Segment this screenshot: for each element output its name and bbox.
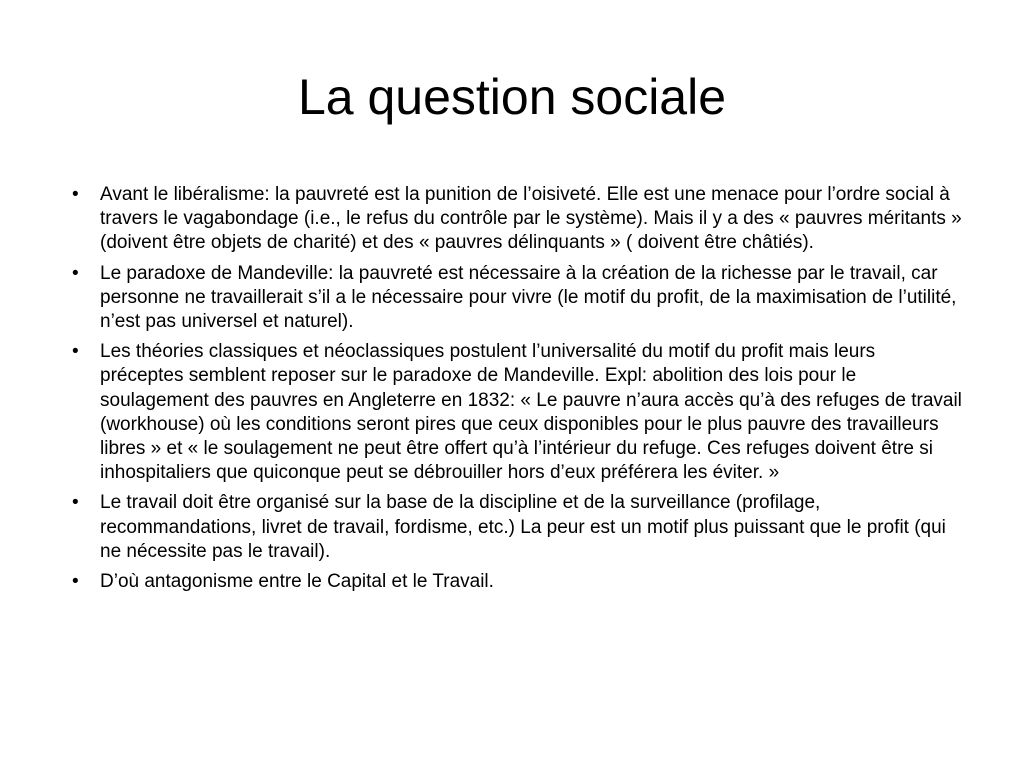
bullet-text: Le travail doit être organisé sur la base de la discipline et de la surveillance (profilage, recommandations, livret de travail, fordisme, etc.) La peur est un motif plus puissant que le profit (qui ne nécessite pas le travail). (100, 492, 946, 562)
bullet-dot-icon: • (72, 184, 79, 205)
bullet-dot-icon: • (72, 492, 79, 514)
bullet-item (72, 262, 962, 335)
bullet-item (72, 340, 962, 485)
bullet-item (72, 491, 962, 564)
bullet-dot-icon: • (72, 341, 79, 363)
bullet-list (72, 183, 962, 600)
bullet-dot-icon: • (72, 571, 79, 593)
bullet-item (72, 570, 962, 594)
bullet-text: Avant le libéralisme: la pauvreté est la punition de l’oisiveté. Elle est une menace pour l’ordre social à travers le vagabondage (i.e., le refus du contrôle par le système). Mais il y a des « pauvres méritants » (doivent être objets de charité) et des « pauvres délinquants » ( doivent être châtiés). (100, 184, 962, 254)
bullet-text: Le paradoxe de Mandeville: la pauvreté est nécessaire à la création de la richesse par le travail, car personne ne travaillerait s’il a le nécessaire pour vivre (le motif du profit, de la maximisation de l’utilité, n’est pas universel et naturel). (100, 262, 957, 333)
slide-title: La question sociale (297, 69, 727, 125)
bullet-dot-icon: • (72, 262, 79, 284)
bullet-text: Les théories classiques et néoclassiques postulent l’universalité du motif du profit mais leurs préceptes semblent reposer sur le paradoxe de Mandeville. Expl: abolition des lois pour le soulagement des pauvres en Angleterre en 1832: « Le pauvre n’aura accès qu’à des refuges de travail (workhouse) où les conditions seront pires que ceux disponibles pour le plus pauvre des travailleurs libres » et « le soulagement ne peut être offert qu’à l’intérieur du refuge. Ces refuges doivent être si inhospitaliers que quiconque peut se débrouiller hors d’eux préférera les éviter. » (100, 341, 962, 484)
bullet-item (72, 183, 962, 256)
bullet-text: D’où antagonisme entre le Capital et le Travail. (100, 571, 494, 593)
